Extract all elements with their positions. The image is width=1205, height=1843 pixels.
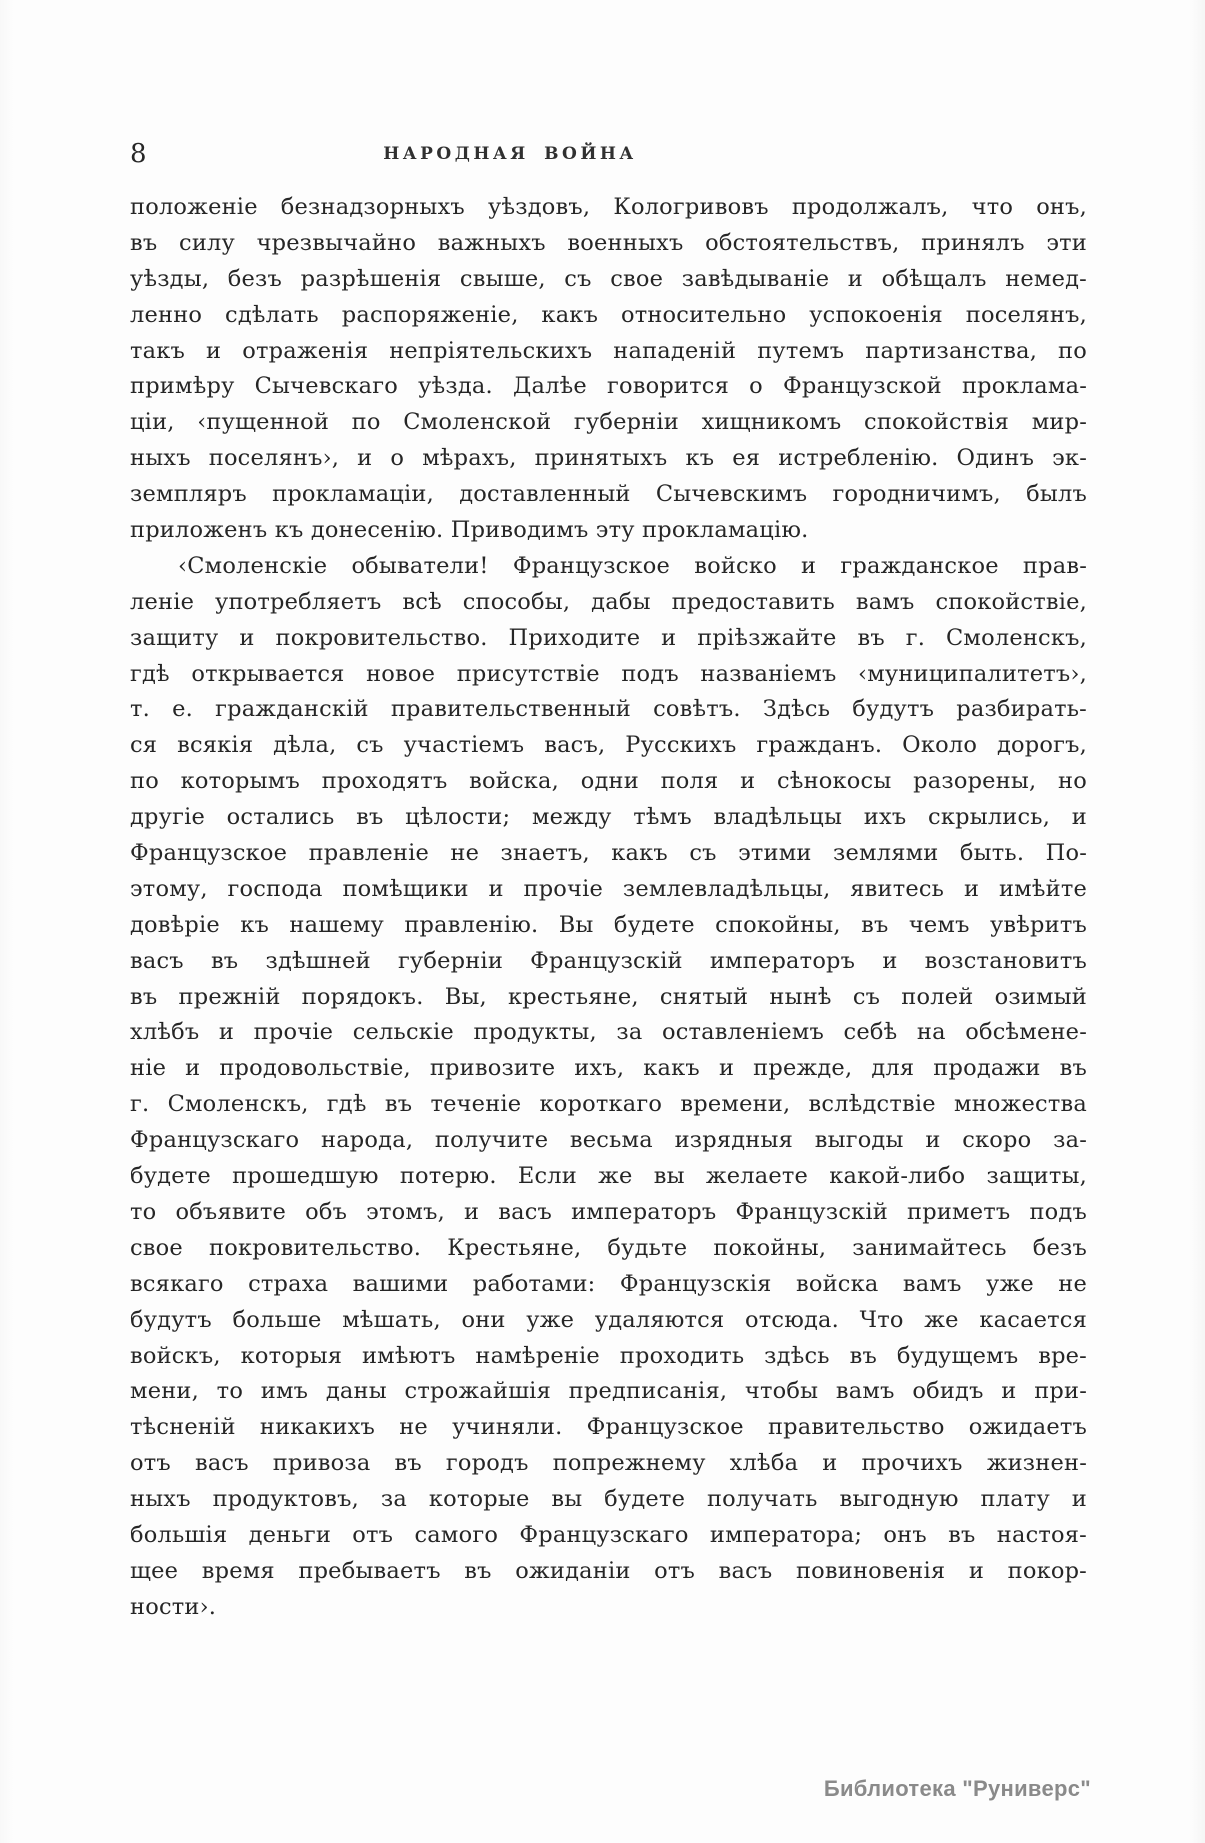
text-line: войскъ, которыя имѣютъ намѣреніе проходить здѣсь въ будущемъ вре-	[130, 1342, 1087, 1369]
text-line: т. е. гражданскій правительственный совѣтъ. Здѣсь будутъ разбирать-	[130, 696, 1087, 723]
text-line: большія деньги отъ самого Французскаго императора; онъ въ настоя-	[130, 1521, 1087, 1548]
text-line: Французскаго народа, получите весьма изрядныя выгоды и скоро за-	[130, 1127, 1087, 1154]
text-line: хлѣбъ и прочіе сельскіе продукты, за оставленіемъ себѣ на обсѣмене-	[130, 1019, 1087, 1046]
text-line: приложенъ къ донесенію. Приводимъ эту прокламацію.	[130, 517, 809, 544]
text-line: ся всякія дѣла, съ участіемъ васъ, Русскихъ гражданъ. Около дорогъ,	[130, 732, 1087, 759]
text-line: ности›.	[130, 1593, 217, 1620]
text-line: отъ васъ привоза въ городъ попрежнему хлѣба и прочихъ жизнен-	[130, 1450, 1087, 1477]
text-line: этому, господа помѣщики и прочіе землевладѣльцы, явитесь и имѣйте	[130, 875, 1087, 902]
text-line: довѣріе къ нашему правленію. Вы будете спокойны, въ чемъ увѣритъ	[130, 911, 1087, 938]
page-number: 8	[130, 139, 147, 169]
text-line: ныхъ продуктовъ, за которые вы будете получать выгодную плату и	[130, 1486, 1087, 1513]
text-line: г. Смоленскъ, гдѣ въ теченіе короткаго времени, вслѣдствіе множества	[130, 1091, 1087, 1118]
text-line: мени, то имъ даны строжайшія предписанія, чтобы вамъ обидъ и при-	[130, 1378, 1087, 1405]
text-line: ніе и продовольствіе, привозите ихъ, какъ и прежде, для продажи въ	[130, 1055, 1087, 1082]
text-line: ціи, ‹пущенной по Смоленской губерніи хищникомъ спокойствія мир-	[130, 409, 1087, 436]
text-line: примѣру Сычевскаго уѣзда. Далѣе говорится о Французской проклама-	[130, 373, 1087, 400]
text-line: то объявите объ этомъ, и васъ императоръ Французскій приметъ подъ	[130, 1198, 1087, 1225]
text-line: по которымъ проходятъ войска, одни поля и сѣнокосы разорены, но	[130, 768, 1087, 795]
text-line: всякаго страха вашими работами: Французскія войска вамъ уже не	[130, 1270, 1087, 1297]
text-line: въ силу чрезвычайно важныхъ военныхъ обстоятельствъ, принялъ эти	[130, 229, 1087, 256]
text-line: земпляръ прокламаціи, доставленный Сычевскимъ городничимъ, былъ	[130, 481, 1087, 508]
watermark-text: Библиотека "Руниверс"	[823, 1776, 1091, 1801]
text-line: будете прошедшую потерю. Если же вы желаете какой-либо защиты,	[130, 1163, 1087, 1190]
text-line: свое покровительство. Крестьяне, будьте покойны, занимайтесь безъ	[130, 1234, 1087, 1261]
text-line: тѣсненій никакихъ не учиняли. Французское правительство ожидаетъ	[130, 1414, 1087, 1441]
text-line: ныхъ поселянъ›, и о мѣрахъ, принятыхъ къ ея истребленію. Одинъ эк-	[130, 445, 1087, 472]
text-line: такъ и отраженія непріятельскихъ нападеній путемъ партизанства, по	[130, 337, 1087, 364]
running-title: НАРОДНАЯ ВОЙНА	[383, 144, 637, 164]
text-line: ‹Смоленскіе обыватели! Французское войско и гражданское прав-	[178, 552, 1087, 579]
text-line: гдѣ открывается новое присутствіе подъ названіемъ ‹муниципалитетъ›,	[130, 660, 1087, 687]
text-line: положеніе безнадзорныхъ уѣздовъ, Кологривовъ продолжалъ, что онъ,	[130, 194, 1087, 220]
text-line: щее время пребываетъ въ ожиданіи отъ васъ повиновенія и покор-	[130, 1557, 1087, 1584]
text-line: будутъ больше мѣшать, они уже удаляются отсюда. Что же касается	[130, 1306, 1087, 1333]
text-line: защиту и покровительство. Приходите и пріѣзжайте въ г. Смоленскъ,	[130, 624, 1087, 651]
text-line: леніе употребляетъ всѣ способы, дабы предоставить вамъ спокойствіе,	[130, 588, 1087, 615]
text-line: Французское правленіе не знаетъ, какъ съ этими землями быть. По-	[130, 840, 1087, 867]
text-line: уѣзды, безъ разрѣшенія свыше, съ свое завѣдываніе и обѣщалъ немед-	[130, 265, 1087, 292]
text-line: другіе остались въ цѣлости; между тѣмъ владѣльцы ихъ скрылись, и	[130, 804, 1087, 831]
page-body-text	[130, 190, 1087, 1626]
text-line: васъ въ здѣшней губерніи Французскій императоръ и возстановитъ	[130, 947, 1087, 974]
text-line: въ прежній порядокъ. Вы, крестьяне, снятый нынѣ съ полей озимый	[130, 983, 1087, 1010]
text-line: ленно сдѣлать распоряженіе, какъ относительно успокоенія поселянъ,	[130, 301, 1087, 328]
